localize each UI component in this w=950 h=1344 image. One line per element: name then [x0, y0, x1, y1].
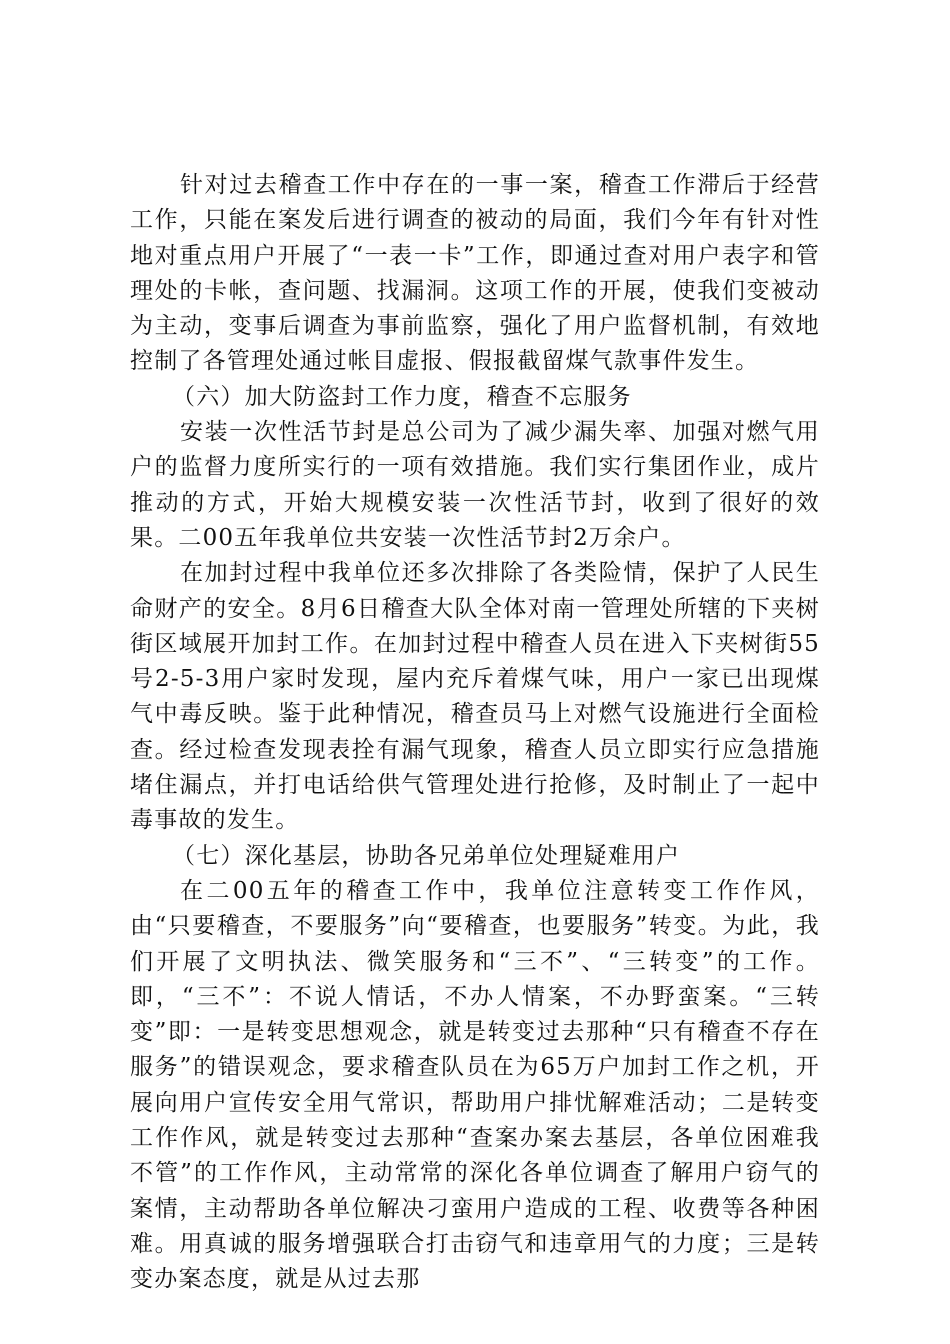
paragraph-hazard-removal: 在加封过程中我单位还多次排除了各类险情，保护了人民生命财产的安全。8月6日稽查大队全体对南一管理处所辖的下夹树街区域展开加封工作。在加封过程中稽查人员在进入下夹树街55号2-5-3用户家时发现，屋内充斥着煤气味，用户一家已出现煤气中毒反映。鉴于此种情况，稽查员马上对燃气设施进行全面检查。经过检查发现表拴有漏气现象，稽查人员立即实行应急措施堵住漏点，并打电话给供气管理处进行抢修，及时制止了一起中毒事故的发生。	[130, 560, 820, 834]
section-heading-seven: （七）深化基层，协助各兄弟单位处理疑难用户	[172, 842, 681, 869]
paragraph-one-table-one-card: 针对过去稽查工作中存在的一事一案，稽查工作滞后于经营工作，只能在案发后进行调查的被动的局面，我们今年有针对性地对重点用户开展了“一表一卡”工作，即通过查对用户表字和管理处的卡帐，查问题、找漏洞。这项工作的开展，使我们变被动为主动，变事后调查为事前监察，强化了用户监督机制，有效地控制了各管理处通过帐目虚报、假报截留煤气款事件发生。	[130, 172, 820, 375]
paragraph-anti-theft-seal: 安装一次性活节封是总公司为了减少漏失率、加强对燃气用户的监督力度所实行的一项有效措施。我们实行集团作业，成片推动的方式，开始大规模安装一次性活节封，收到了很好的效果。二00五年我单位共安装一次性活节封2万余户。	[130, 419, 820, 551]
paragraph-service-transformation: 在二00五年的稽查工作中，我单位注意转变工作作风，由“只要稽查，不要服务”向“要稽查，也要服务”转变。为此，我们开展了文明执法、微笑服务和“三不”、“三转变”的工作。即，“三不”：不说人情话，不办人情案，不办野蛮案。“三转变”即：一是转变思想观念，就是转变过去那种“只有稽查不存在服务”的错误观念，要求稽查队员在为65万户加封工作之机，开展向用户宣传安全用气常识，帮助用户排忧解难活动；二是转变工作作风，就是转变过去那种“查案办案去基层，各单位困难我不管”的工作作风，主动常常的深化各单位调查了解用户窃气的案情，主动帮助各单位解决刁蛮用户造成的工程、收费等各种困难。用真诚的服务增强联合打击窃气和违章用气的力度；三是转变办案态度，就是从过去那	[130, 877, 820, 1293]
section-heading-six: （六）加大防盗封工作力度，稽查不忘服务	[172, 383, 632, 410]
document-page	[130, 168, 820, 1298]
